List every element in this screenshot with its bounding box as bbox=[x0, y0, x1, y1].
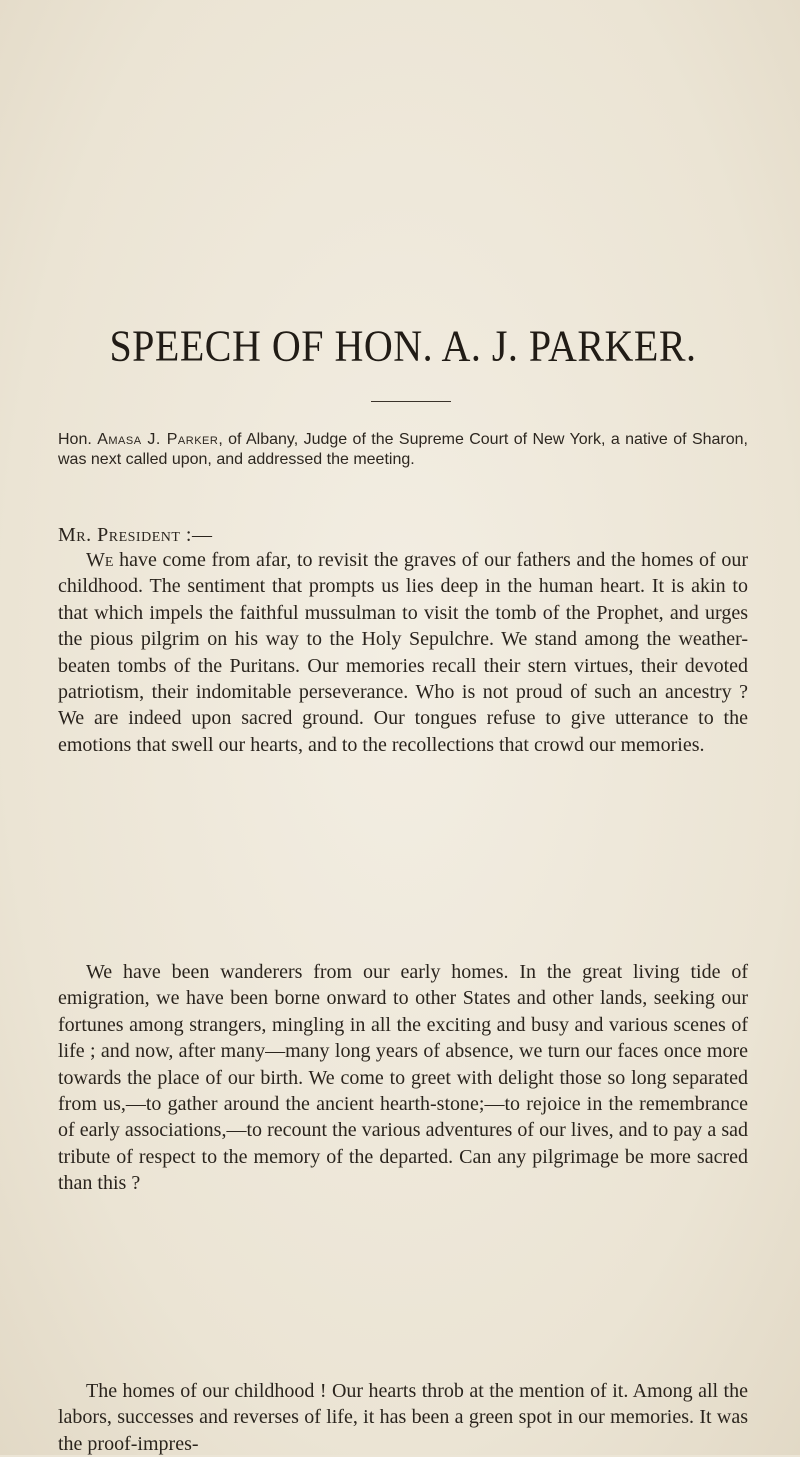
page-title: SPEECH OF HON. A. J. PARKER. bbox=[109, 320, 697, 371]
intro-prefix: Hon. bbox=[58, 431, 98, 448]
paragraph-lead: We bbox=[86, 549, 114, 571]
title-divider bbox=[371, 401, 451, 402]
salutation: Mr. President :— bbox=[58, 524, 213, 546]
speech-paragraph-3 bbox=[58, 1378, 748, 1457]
speech-paragraph-2 bbox=[58, 959, 748, 1197]
speech-paragraph-1 bbox=[58, 547, 748, 758]
speaker-name: Amasa J. Parker bbox=[97, 431, 219, 448]
paragraph-text: have come from afar, to revisit the graves of our fathers and the homes of our childhood. The sentiment that prompts us lies deep in the human heart. It is akin to that which impels the faithful mussulman to visit the tomb of the Prophet, and urges the pious pilgrim on his way to the Holy Sepulchre. We stand among the weather-beaten tombs of the Puritans. Our memories recall their stern virtues, their devoted patriotism, their indomitable perseverance. Who is not proud of such an ancestry ? We are indeed upon sacred ground. Our tongues refuse to give utterance to the emotions that swell our hearts, and to the recollections that crowd our memories. bbox=[58, 549, 748, 756]
paragraph-text: The homes of our childhood ! Our hearts throb at the mention of it. Among all the labors, successes and reverses of life, it has been a green spot in our memories. It was the proof-impres- bbox=[58, 1380, 748, 1455]
intro-rest: , of Albany, Judge of the Supreme Court of New York, a native of Sharon, was next called upon, and addressed the meeting. bbox=[58, 431, 748, 468]
paragraph-text: We have been wanderers from our early homes. In the great living tide of emigration, we have been borne onward to other States and other lands, seeking our fortunes among strangers, mingling in all the exciting and busy and various scenes of life ; and now, after many—many long years of absence, we turn our faces once more towards the place of our birth. We come to greet with delight those so long separated from us,—to gather around the ancient hearth-stone;—to rejoice in the remembrance of early associations,—to recount the various adventures of our lives, and to pay a sad tribute of respect to the memory of the departed. Can any pilgrimage be more sacred than this ? bbox=[58, 961, 748, 1195]
intro-paragraph bbox=[58, 430, 748, 469]
